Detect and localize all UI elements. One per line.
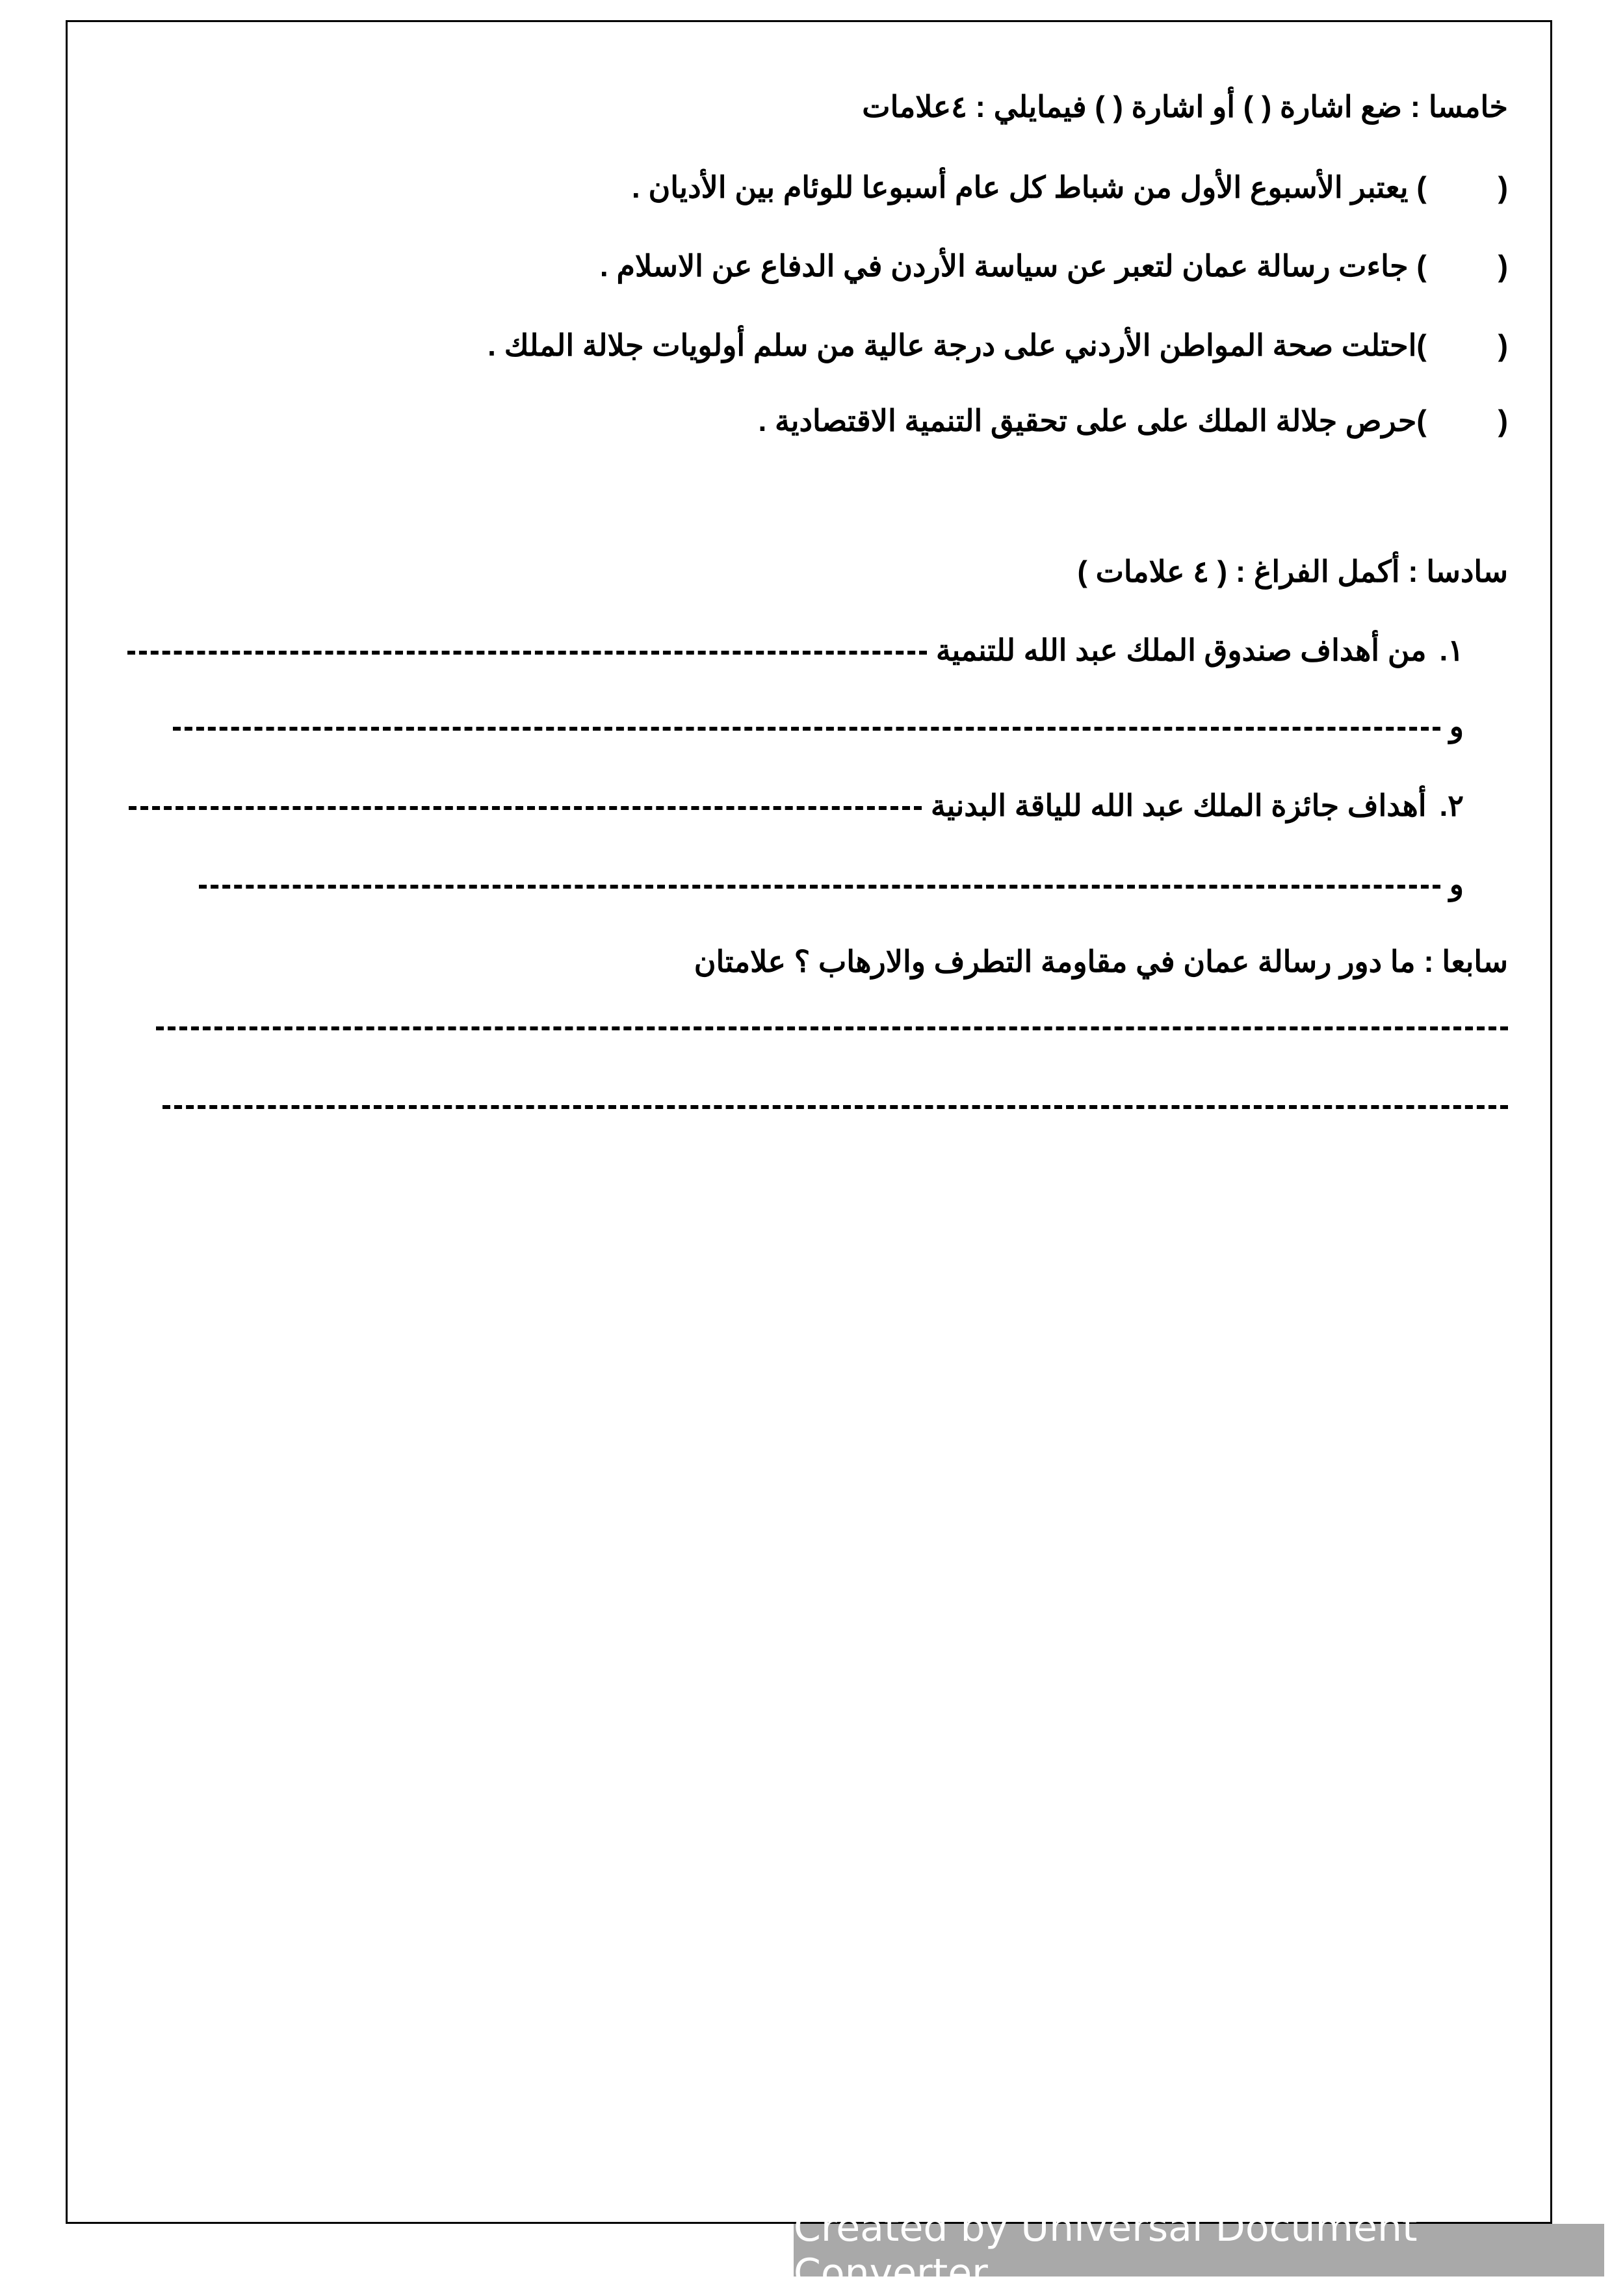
true-false-item bbox=[758, 401, 1508, 440]
answer-paren[interactable]: ( bbox=[1498, 249, 1508, 283]
section7-title: سابعا : ما دور رسالة عمان في مقاومة التطرف والارهاب ؟ علامتان bbox=[694, 945, 1508, 978]
item-number: ٢. bbox=[1439, 789, 1464, 822]
item-text: من أهداف صندوق الملك عبد الله للتنمية bbox=[935, 633, 1427, 667]
fill-blank-item bbox=[120, 786, 1464, 825]
answer-blank[interactable] bbox=[129, 806, 922, 810]
fill-blank-item bbox=[190, 865, 1464, 904]
section5-title: خامسا : ضع اشارة ( ) أو اشارة ( ) فيمايلي : ٤علامات bbox=[862, 90, 1508, 124]
item-number: ١. bbox=[1439, 633, 1464, 667]
true-false-item bbox=[488, 326, 1508, 365]
answer-line[interactable] bbox=[156, 1024, 1508, 1028]
answer-paren[interactable]: ( bbox=[1498, 170, 1508, 204]
answer-blank[interactable] bbox=[127, 651, 927, 655]
and-label: و bbox=[1449, 867, 1464, 901]
fill-blank-item bbox=[164, 707, 1464, 746]
answer-blank[interactable] bbox=[173, 727, 1440, 731]
statement: )احتلت صحة المواطن الأردني على درجة عالية من سلم أولويات جلالة الملك . bbox=[488, 328, 1427, 362]
section6-title: سادسا : أكمل الفراغ : ( ٤ علامات ) bbox=[1077, 554, 1508, 588]
watermark: Created by Universal Document Converter bbox=[794, 2224, 1604, 2276]
true-false-item bbox=[600, 246, 1508, 285]
statement: ) جاءت رسالة عمان لتعبر عن سياسة الأردن في الدفاع عن الاسلام . bbox=[599, 249, 1427, 283]
statement: )حرص جلالة الملك على على تحقيق التنمية الاقتصادية . bbox=[758, 404, 1427, 437]
fill-blank-item bbox=[118, 631, 1464, 670]
true-false-item bbox=[632, 168, 1508, 207]
answer-paren[interactable]: ( bbox=[1498, 328, 1508, 362]
answer-line[interactable] bbox=[162, 1102, 1508, 1106]
and-label: و bbox=[1449, 709, 1464, 743]
item-text: أهداف جائزة الملك عبد الله للياقة البدنية bbox=[930, 789, 1427, 822]
statement: ) يعتبر الأسبوع الأول من شباط كل عام أسبوعا للوئام بين الأديان . bbox=[631, 170, 1427, 204]
answer-paren[interactable]: ( bbox=[1498, 404, 1508, 437]
answer-blank[interactable] bbox=[199, 885, 1440, 889]
